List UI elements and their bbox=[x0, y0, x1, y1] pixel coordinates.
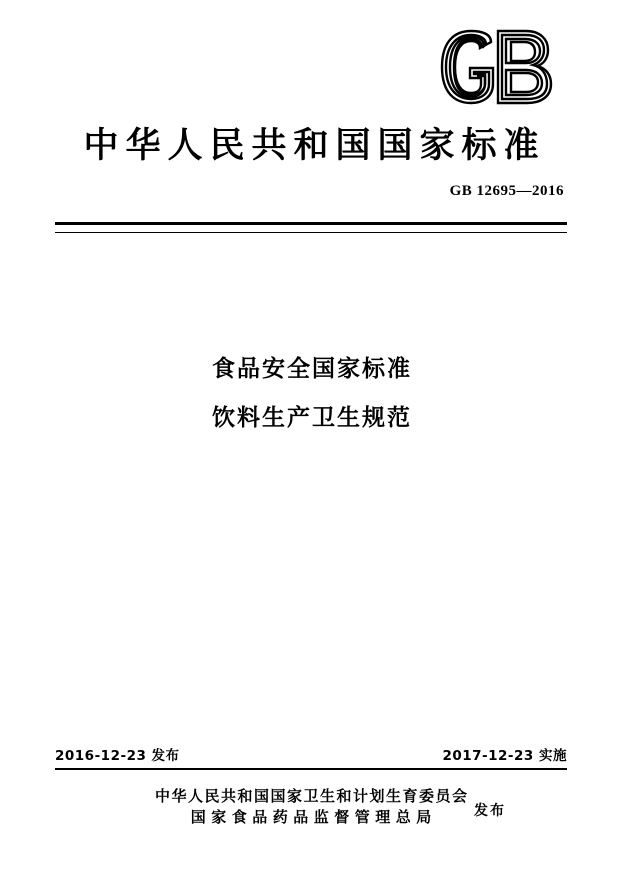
issuer-line-1: 中华人民共和国国家卫生和计划生育委员会 bbox=[154, 787, 469, 805]
issuer-line-2: 国家食品药品监督管理总局 bbox=[190, 808, 437, 826]
implement-date: 2017-12-23 实施 bbox=[442, 748, 567, 764]
date-row bbox=[55, 744, 567, 764]
document-title-line-1: 食品安全国家标准 bbox=[212, 356, 412, 382]
publish-date: 2016-12-23 发布 bbox=[55, 748, 180, 764]
document-title-line-2: 饮料生产卫生规范 bbox=[212, 405, 412, 431]
standard-number: GB 12695—2016 bbox=[449, 183, 564, 199]
national-standard-title: 中华人民共和国国家标准 bbox=[83, 126, 546, 165]
issuer-block bbox=[0, 786, 622, 828]
gb-logo-icon bbox=[434, 28, 564, 106]
divider-thick bbox=[55, 222, 567, 225]
issue-verb: 发布 bbox=[474, 803, 506, 819]
divider-thin bbox=[55, 232, 567, 233]
divider-bottom bbox=[55, 768, 567, 770]
